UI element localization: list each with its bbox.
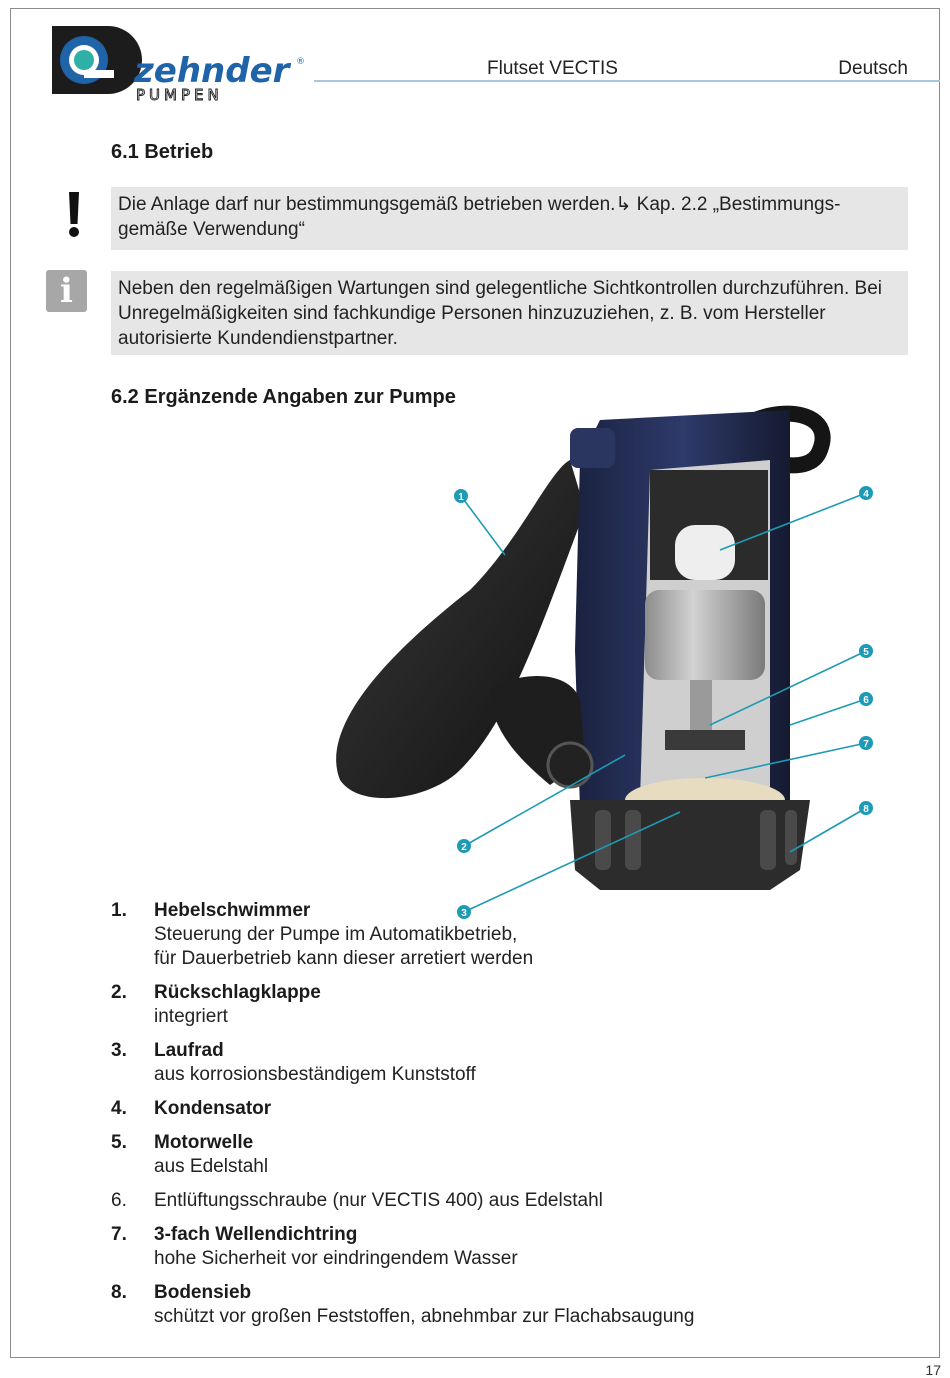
info-note: Neben den regelmäßigen Wartungen sind gelegentliche Sichtkontrollen durchzuführen. Bei Unregelmäßigkeiten sind fachkundige Personen hinzuzuziehen, z. B. vom Hersteller autorisierte Kundendienstpartner. [111,271,908,355]
page-number: 17 [925,1362,941,1378]
callout-2 [457,839,471,853]
list-item: 8. Bodensieb schützt vor großen Feststoffen, abnehmbar zur Flachabsaugung [111,1282,695,1327]
info-icon: i [46,270,87,312]
document-language: Deutsch [838,58,908,79]
svg-text:3: 3 [461,908,467,919]
list-item: 4. Kondensator [111,1098,272,1119]
callout-7 [859,736,873,750]
svg-text:2: 2 [461,842,467,853]
list-item: 2. Rückschlagklappe integriert [111,982,321,1027]
component-list [111,899,911,1339]
zehnder-logo [44,22,314,104]
section-heading-betrieb: 6.1 Betrieb [111,141,214,163]
svg-text:7: 7 [863,739,869,750]
motor [645,590,765,680]
list-item: 6. Entlüftungsschraube (nur VECTIS 400) aus Edelstahl [111,1190,603,1211]
svg-text:1: 1 [458,492,464,503]
registered-mark: ® [296,57,305,67]
pump-cutaway-illustration [320,400,900,920]
exclamation-icon [64,192,84,238]
list-item: 1. Hebelschwimmer Steuerung der Pumpe im Automatikbetrieb, für Dauerbetrieb kann dieser arretiert werden [111,900,534,969]
warning-note: Die Anlage darf nur bestimmungsgemäß betrieben werden.↳ Kap. 2.2 „Bestimmungs-gemäße Verwendung“ [111,187,908,250]
callout-6 [859,692,873,706]
list-item: 3. Laufrad aus korrosionsbeständigem Kunststoff [111,1040,476,1085]
callout-4 [859,486,873,500]
callout-8 [859,801,873,815]
brand-wordmark: zehnder [134,51,290,91]
callout-1 [454,489,468,503]
document-title: Flutset VECTIS [487,58,618,79]
svg-text:4: 4 [863,489,869,500]
section-heading-pumpe: 6.2 Ergänzende Angaben zur Pumpe [111,386,456,408]
brand-subtitle: PUMPEN [136,86,223,104]
list-item: 5. Motorwelle aus Edelstahl [111,1132,269,1177]
callout-5 [859,644,873,658]
list-item: 7. 3-fach Wellendichtring hohe Sicherheit vor eindringendem Wasser [111,1224,518,1269]
header-rule [314,80,940,82]
svg-text:8: 8 [863,804,869,815]
svg-text:6: 6 [863,695,869,706]
svg-text:5: 5 [863,647,869,658]
capacitor [675,525,735,580]
